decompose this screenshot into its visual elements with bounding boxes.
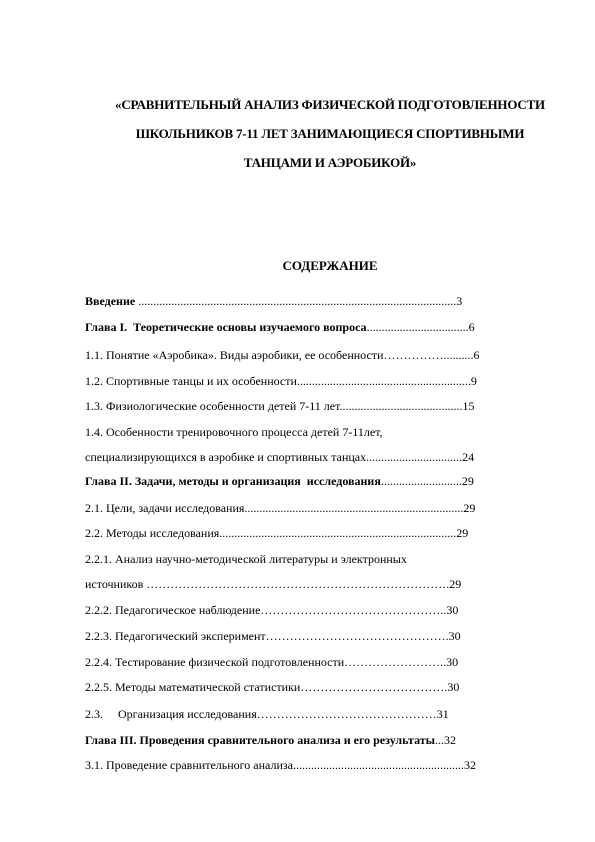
toc-entry-page: 29 — [463, 501, 476, 515]
toc-entry-page: 31 — [436, 707, 449, 721]
toc-entry-leader: ................................ — [366, 450, 463, 464]
toc-entry-leader: .......................................................... — [296, 374, 471, 388]
toc-entry-page: 32 — [444, 733, 457, 747]
toc-entry-title: 1.3. Физиологические особенности детей 7-11 лет — [85, 399, 340, 413]
toc-entry-title: 2.2.4. Тестирование физической подготовленности — [85, 655, 345, 669]
toc-entry-title: 1.2. Спортивные танцы и их особенности — [85, 374, 297, 388]
toc-entry-title: Глава II. Задачи, методы и организация исследования — [85, 474, 381, 488]
toc-entry-leader: .................................. — [366, 320, 469, 334]
toc-entry-leader: ......................................................... — [292, 758, 464, 772]
toc-entry-leader: ………………………………. — [300, 680, 448, 694]
toc-entry-page: 29 — [456, 526, 469, 540]
toc-entry-page: 3 — [456, 294, 463, 308]
toc-entry-page: 6 — [468, 320, 475, 334]
toc-entry-leader: ............................................................................... — [219, 526, 457, 540]
toc-entry-page: 32 — [463, 758, 476, 772]
toc-entry-title: специализирующихся в аэробике и спортивных танцах — [85, 450, 367, 464]
toc-entry-leader: …………….......... — [383, 348, 474, 362]
toc-entry-leader: ........................... — [380, 474, 462, 488]
toc-entry-leader: …………………….. — [344, 655, 447, 669]
toc-entry-leader: ......................................................................... — [244, 501, 464, 515]
toc-entry — [85, 574, 461, 594]
toc-entry — [85, 652, 458, 672]
toc-entry-title: 2.2.1. Анализ научно-методической литературы и электронных — [85, 552, 407, 566]
toc-entry-page: 30 — [447, 680, 460, 694]
toc-entry-title: 2.2.5. Методы математической статистики — [85, 680, 301, 694]
toc-entry — [85, 317, 475, 337]
toc-entry — [85, 447, 474, 467]
toc-entry — [85, 677, 459, 697]
title-line: «СРАВНИТЕЛЬНЫЙ АНАЛИЗ ФИЗИЧЕСКОЙ ПОДГОТОВЛЕННОСТИ — [115, 97, 545, 112]
toc-entry-leader: ......................................... — [339, 399, 463, 413]
toc-entry-title: 2.2.2. Педагогическое наблюдение — [85, 603, 261, 617]
toc-entry-leader: .......................................................................................................... — [135, 294, 457, 308]
toc-entry-title: 2.2.3. Педагогический эксперимент — [85, 629, 266, 643]
document-title — [70, 90, 590, 177]
toc-entry-title: 3.1. Проведение сравнительного анализа — [85, 758, 293, 772]
toc-entry-title: Глава I. Теоретические основы изучаемого вопроса — [85, 320, 367, 334]
toc-entry-page: 9 — [470, 374, 477, 388]
toc-entry — [85, 396, 474, 416]
title-line: ТАНЦАМИ И АЭРОБИКОЙ» — [243, 155, 417, 170]
toc-entry-title: 2.1. Цели, задачи исследования — [85, 501, 245, 515]
toc-entry-page: 6 — [473, 348, 480, 362]
toc-entry — [85, 523, 468, 543]
toc-entry-title: Глава III. Проведения сравнительного анализа и его результаты — [85, 733, 436, 747]
toc-entry — [85, 600, 458, 620]
toc-entry-title: 2.2. Методы исследования — [85, 526, 220, 540]
toc-entry-leader: ……………………………………… — [256, 707, 437, 721]
toc-heading: СОДЕРЖАНИЕ — [282, 258, 378, 273]
toc-entry-leader: ……………………………………….. — [260, 603, 447, 617]
toc-entry-title: 1.4. Особенности тренировочного процесса детей 7-11лет, — [85, 425, 383, 439]
toc-entry — [85, 498, 475, 518]
toc-entry-leader: ... — [435, 733, 445, 747]
toc-entry — [85, 730, 456, 750]
toc-entry-title: Введение — [85, 294, 136, 308]
toc-entry-page: 29 — [449, 577, 462, 591]
toc-entry-title: источников — [85, 577, 147, 591]
toc-entry — [85, 626, 461, 646]
toc-entry — [85, 549, 407, 569]
toc-entry — [85, 422, 383, 442]
title-line: ШКОЛЬНИКОВ 7-11 ЛЕТ ЗАНИМАЮЩИЕСЯ СПОРТИВНЫМИ — [135, 126, 525, 141]
toc-entry — [85, 345, 479, 365]
toc-entry — [85, 704, 449, 724]
toc-entry-leader: …………………………………………………………………. — [146, 577, 450, 591]
toc-entry-title: 1.1. Понятие «Аэробика». Виды аэробики, ее особенности — [85, 348, 384, 362]
toc-entry-page: 15 — [462, 399, 475, 413]
toc-entry-page: 29 — [461, 474, 474, 488]
toc-entry — [85, 471, 474, 491]
toc-entry — [85, 371, 477, 391]
toc-entry-leader: ………………………………………. — [265, 629, 449, 643]
toc-entry-page: 30 — [446, 603, 459, 617]
toc-entry-page: 24 — [462, 450, 475, 464]
toc-entry-title: 2.3. Организация исследования — [85, 707, 257, 721]
toc-entry-page: 30 — [448, 629, 461, 643]
toc-entry — [85, 755, 476, 775]
toc-entry — [85, 291, 462, 311]
toc-entry-page: 30 — [446, 655, 459, 669]
